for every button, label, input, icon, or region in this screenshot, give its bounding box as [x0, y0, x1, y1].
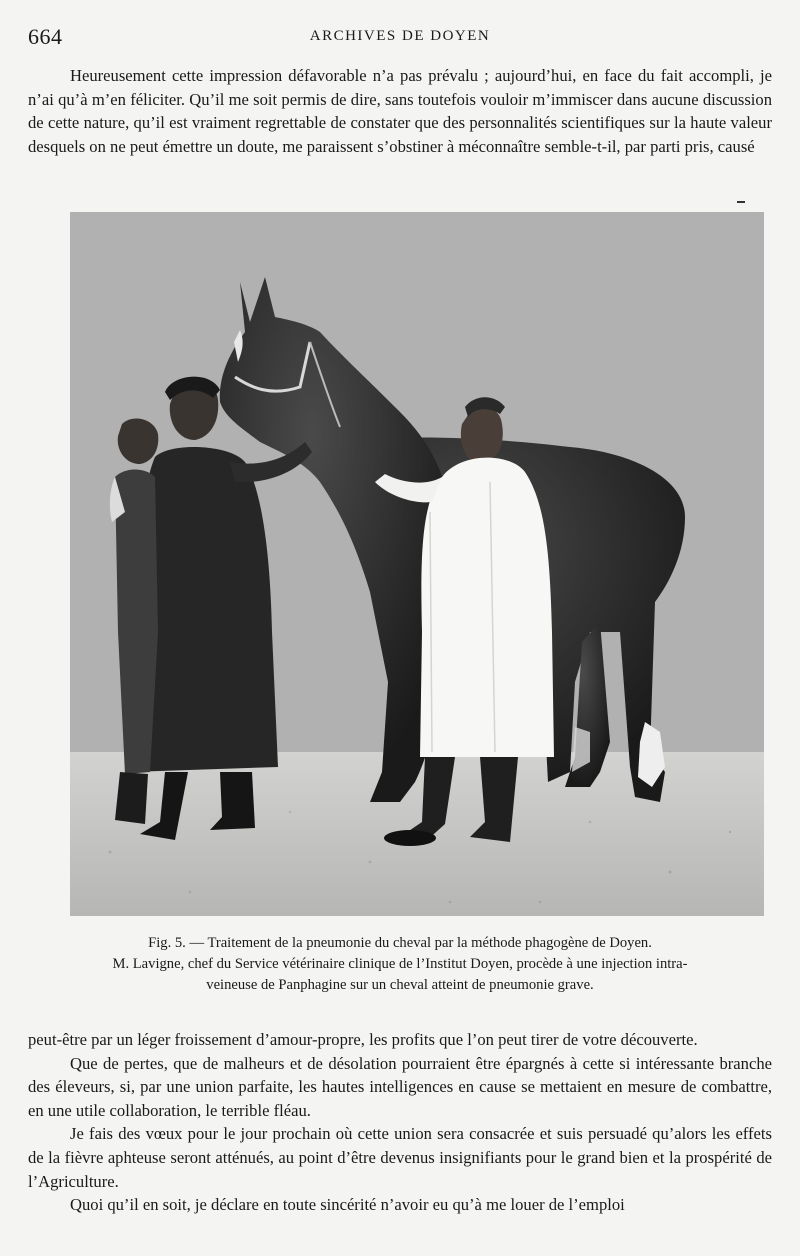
photograph-horse-treatment-icon — [70, 212, 764, 916]
top-text-block — [28, 64, 772, 158]
caption-line-2: M. Lavigne, chef du Service vétérinaire clinique de l’Institut Doyen, procède à une injection intra- — [112, 956, 688, 972]
bottom-paragraph-3: Je fais des vœux pour le jour prochain où cette union sera consacrée et suis persuadé qu’alors les effets de la fièvre aphteuse seront atténués, au point d’être devenus insignifiants pour le grand bien et la prospérité de l’Agriculture. — [28, 1124, 772, 1191]
bottom-paragraph-2: Que de pertes, que de malheurs et de désolation pourraient être épargnés à cette si intéressante branche des éleveurs, si, par une union parfaite, les hautes intelligences en cause se mettaient en mesure de combattre, en une utile collaboration, le terrible fléau. — [28, 1053, 772, 1120]
top-paragraph: Heureusement cette impression défavorable n’a pas prévalu ; aujourd’hui, en face du fait accompli, je n’ai qu’à m’en féliciter. Qu’il me soit permis de dire, sans toutefois vouloir m’immiscer dans aucune discussion de cette nature, qu’il est vraiment regrettable de constater que des personnalités scientifiques sur la haute valeur desquels on ne peut émettre un doute, me paraissent s’obstiner à méconnaître semble-t-il, par parti pris, causé — [28, 66, 772, 156]
bottom-paragraph-4: Quoi qu’il en soit, je déclare en toute sincérité n’avoir eu qu’à me louer de l’emploi — [70, 1195, 625, 1215]
caption-line-1: Fig. 5. — Traitement de la pneumonie du cheval par la méthode phagogène de Doyen. — [148, 935, 652, 951]
running-title: ARCHIVES DE DOYEN — [309, 28, 491, 44]
figure-caption — [28, 933, 772, 996]
caption-line-3: veineuse de Panphagine sur un cheval atteint de pneumonie grave. — [206, 977, 594, 993]
bottom-text-block — [28, 1028, 772, 1217]
bottom-paragraph-1: peut-être par un léger froissement d’amour-propre, les profits que l’on peut tirer de votre découverte. — [28, 1030, 698, 1049]
printer-dash-mark — [737, 201, 745, 203]
page-number: 664 — [28, 24, 63, 49]
figure-photograph — [70, 212, 764, 916]
